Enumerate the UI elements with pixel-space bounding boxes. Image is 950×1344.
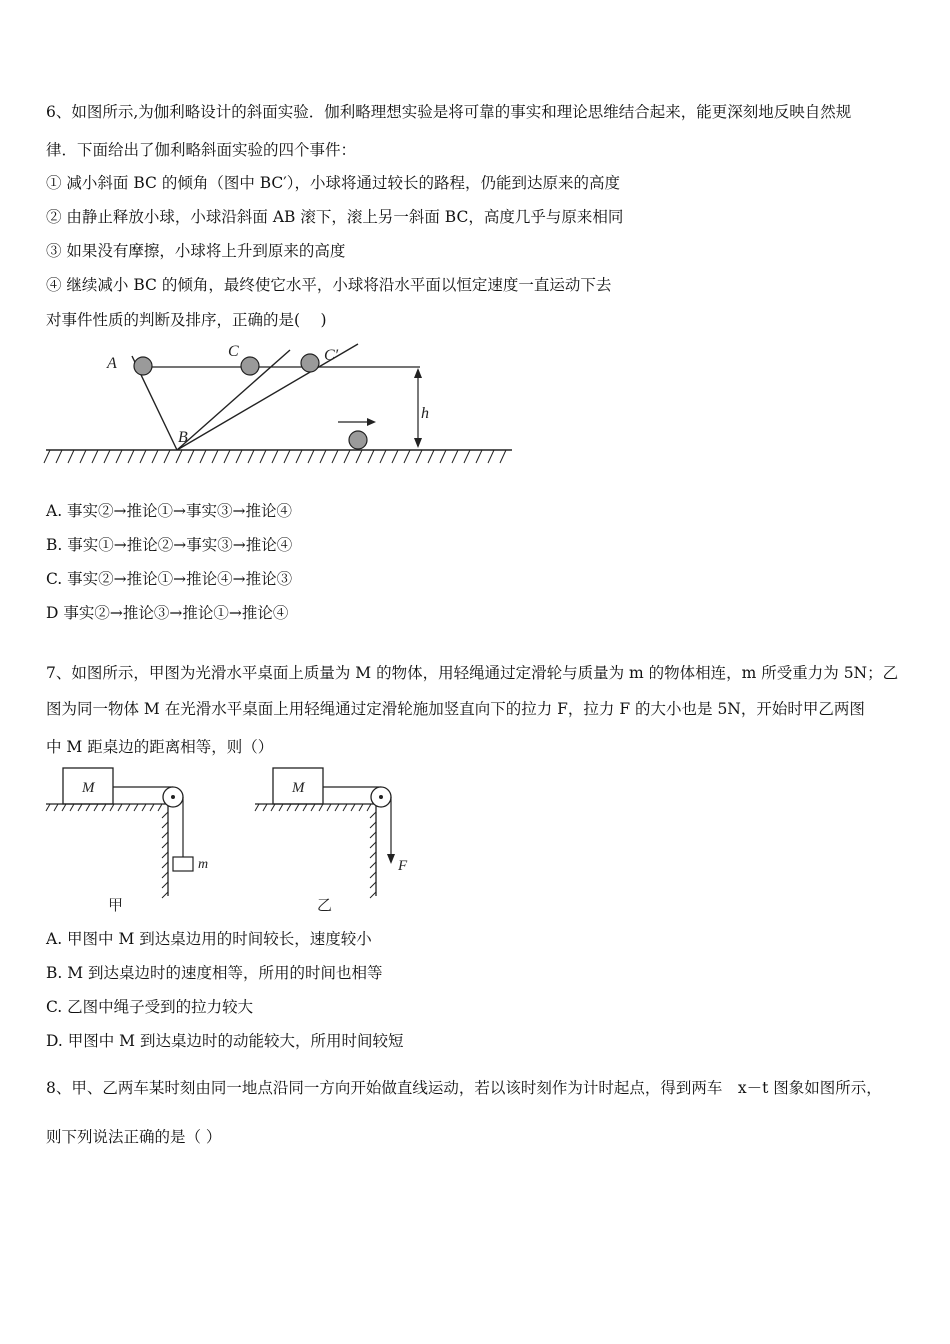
q7-option-d: D. 甲图中 M 到达桌边时的动能较大，所用时间较短: [46, 1032, 404, 1050]
q7-caption-right: 乙: [317, 896, 333, 914]
q7-block-m-small: [173, 857, 193, 871]
q6-option-d: D 事实②→推论③→推论①→推论④: [46, 604, 289, 622]
q7-option-b: B. M 到达桌边时的速度相等，所用的时间也相等: [46, 964, 383, 982]
q7-stem-line3: 中 M 距桌边的距离相等，则（）: [46, 738, 274, 756]
q6-stem-line1: 6、如图所示,为伽利略设计的斜面实验．伽利略理想实验是将可靠的事实和理论思维结合起来，能更深刻地反映自然规: [46, 103, 852, 121]
q6-incline-figure: [40, 338, 520, 468]
q7-label-m-big-left: M: [82, 780, 95, 796]
q7-label-m-big-right: M: [292, 780, 305, 796]
q6-option-a: A. 事实②→推论①→事实③→推论④: [46, 502, 293, 520]
q8-stem-line1: 8、甲、乙两车某时刻由同一地点沿同一方向开始做直线运动，若以该时刻作为计时起点，得到两车 x－t 图象如图所示，: [46, 1079, 882, 1097]
q6-event-2: ② 由静止释放小球，小球沿斜面 AB 滚下，滚上另一斜面 BC，高度几乎与原来相同: [46, 208, 624, 226]
q6-label-c: C: [228, 343, 239, 360]
q6-label-h: h: [421, 405, 429, 422]
q6-question: 对事件性质的判断及排序，正确的是( ): [46, 311, 327, 329]
q7-label-m-small: m: [198, 857, 209, 872]
q6-ball-c-prime: [301, 354, 319, 372]
q7-pulley-figure: [40, 764, 420, 919]
q6-event-1: ① 减小斜面 BC 的倾角（图中 BC′），小球将通过较长的路程，仍能到达原来的高度: [46, 174, 621, 192]
q7-label-force: F: [398, 858, 408, 874]
q8-stem-line2: 则下列说法正确的是（ ）: [46, 1128, 222, 1146]
q6-option-b: B. 事实①→推论②→事实③→推论④: [46, 536, 293, 554]
q6-event-3: ③ 如果没有摩擦，小球将上升到原来的高度: [46, 242, 346, 260]
q6-label-a: A: [107, 355, 117, 372]
q6-ball-ground: [349, 431, 367, 449]
q7-stem-line1: 7、如图所示，甲图为光滑水平桌面上质量为 M 的物体，用轻绳通过定滑轮与质量为 m 的物体相连，m 所受重力为 5N；乙: [46, 664, 899, 682]
q7-stem-line2: 图为同一物体 M 在光滑水平桌面上用轻绳通过定滑轮施加竖直向下的拉力 F，拉力 F 的大小也是 5N，开始时甲乙两图: [46, 700, 865, 718]
q6-ball-a: [134, 357, 152, 375]
q7-option-c: C. 乙图中绳子受到的拉力较大: [46, 998, 254, 1016]
q7-caption-left: 甲: [108, 896, 124, 914]
q6-option-c: C. 事实②→推论①→推论④→推论③: [46, 570, 293, 588]
q7-option-a: A. 甲图中 M 到达桌边用的时间较长，速度较小: [46, 930, 372, 948]
q6-stem-line2: 律．下面给出了伽利略斜面实验的四个事件：: [46, 141, 357, 159]
q6-label-b: B: [178, 429, 188, 446]
q6-label-c-prime: C′: [324, 347, 339, 364]
q6-ball-c: [241, 357, 259, 375]
q6-event-4: ④ 继续减小 BC 的倾角，最终使它水平，小球将沿水平面以恒定速度一直运动下去: [46, 276, 612, 294]
